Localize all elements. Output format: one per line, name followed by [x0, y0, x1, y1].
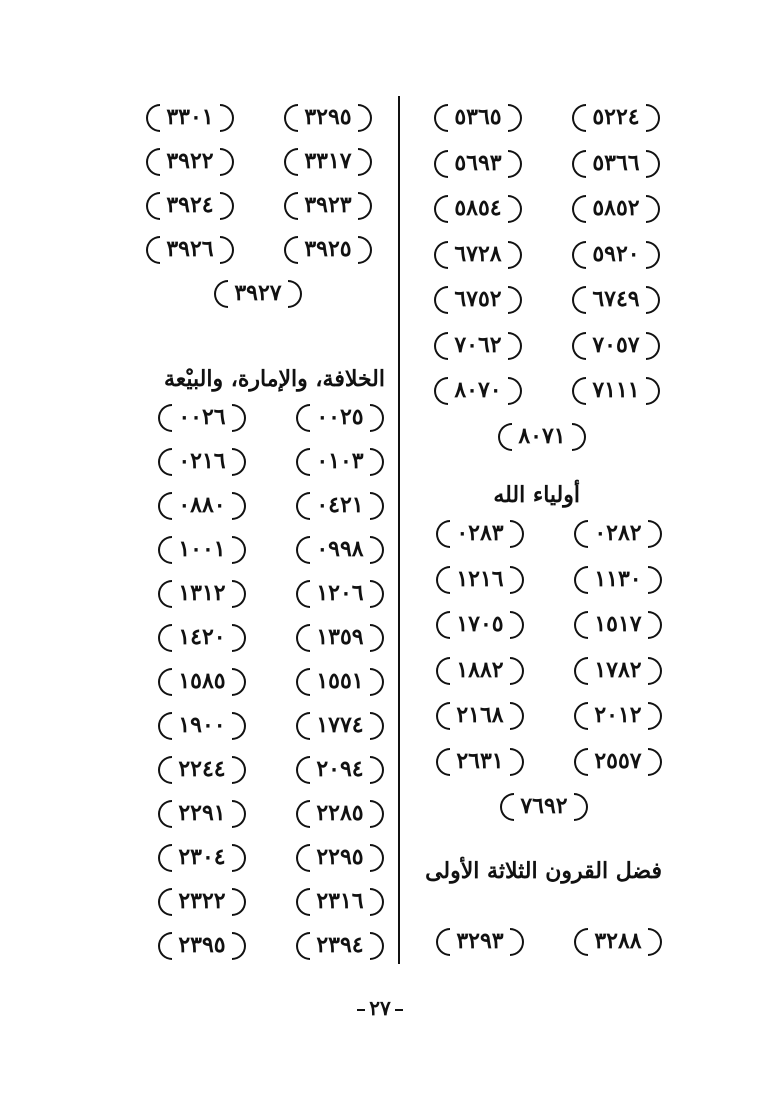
hadith-number: ٢٢٤٤ [158, 754, 246, 784]
column-divider [398, 96, 400, 964]
hadith-number: ١٧٧٤ [296, 710, 384, 740]
hadith-number: ٠٨٨٠ [158, 490, 246, 520]
hadith-number: ٣٩٢٢ [146, 146, 234, 176]
section-heading-awliya: أولياء الله [493, 482, 580, 508]
hadith-number: ١٠٠١ [158, 534, 246, 564]
hadith-number: ١٣٥٩ [296, 622, 384, 652]
hadith-number: ٦٧٢٨ [434, 239, 522, 269]
hadith-number: ٢٣٩٤ [296, 930, 384, 960]
hadith-number: ١٤٢٠ [158, 622, 246, 652]
hadith-number: ٠٢٨٢ [574, 518, 662, 548]
hadith-number: ٢٣٢٢ [158, 886, 246, 916]
hadith-number: ٧٠٥٧ [572, 330, 660, 360]
hadith-number: ٥٩٢٠ [572, 239, 660, 269]
hadith-number: ٧٠٦٢ [434, 330, 522, 360]
hadith-number: ٣٣٠١ [146, 102, 234, 132]
hadith-number: ٠٠٢٦ [158, 402, 246, 432]
hadith-number: ٢٢٩١ [158, 798, 246, 828]
hadith-number: ٢٦٣١ [436, 746, 524, 776]
hadith-number: ٣٢٩٥ [284, 102, 372, 132]
hadith-number: ٢٣٠٤ [158, 842, 246, 872]
hadith-number: ٠٢١٦ [158, 446, 246, 476]
hadith-number: ٦٧٤٩ [572, 284, 660, 314]
hadith-number: ١١٣٠ [574, 564, 662, 594]
hadith-number: ٥٨٥٢ [572, 193, 660, 223]
hadith-number: ٣٩٢٦ [146, 234, 234, 264]
hadith-number: ٢٢٨٥ [296, 798, 384, 828]
hadith-number: ٣٩٢٣ [284, 190, 372, 220]
section-heading-caliphate: الخلافة، والإمارة، والبيْعة [163, 366, 385, 392]
hadith-number: ٧٦٩٢ [500, 791, 588, 821]
hadith-number: ٧١١١ [572, 375, 660, 405]
hadith-number: ٥٣٦٥ [434, 102, 522, 132]
hadith-number: ١٨٨٢ [436, 655, 524, 685]
hadith-number: ١٩٠٠ [158, 710, 246, 740]
hadith-number: ٣٢٩٣ [436, 926, 524, 956]
hadith-number: ١٧٨٢ [574, 655, 662, 685]
hadith-number: ٣٢٨٨ [574, 926, 662, 956]
hadith-number: ١٥٥١ [296, 666, 384, 696]
hadith-number: ١٥١٧ [574, 609, 662, 639]
hadith-number: ٣٩٢٥ [284, 234, 372, 264]
hadith-number: ٢١٦٨ [436, 700, 524, 730]
hadith-number: ٨٠٧٠ [434, 375, 522, 405]
hadith-number: ٦٧٥٢ [434, 284, 522, 314]
hadith-number: ٠٤٢١ [296, 490, 384, 520]
hadith-number: ٢٣٩٥ [158, 930, 246, 960]
section-heading-first-generations: فضل القرون الثلاثة الأولى [425, 858, 662, 884]
hadith-number: ١٢١٦ [436, 564, 524, 594]
hadith-number: ٠٩٩٨ [296, 534, 384, 564]
hadith-number: ٠٠٢٥ [296, 402, 384, 432]
hadith-number: ٠٢٨٣ [436, 518, 524, 548]
hadith-number: ١٢٠٦ [296, 578, 384, 608]
hadith-number: ١٣١٢ [158, 578, 246, 608]
page-number: ٢٧ [330, 996, 430, 1020]
hadith-number: ٠١٠٣ [296, 446, 384, 476]
hadith-number: ١٥٨٥ [158, 666, 246, 696]
hadith-number: ٣٣١٧ [284, 146, 372, 176]
hadith-number: ٥٨٥٤ [434, 193, 522, 223]
hadith-number: ٥٦٩٣ [434, 148, 522, 178]
hadith-number: ٢٠٩٤ [296, 754, 384, 784]
hadith-number: ٣٩٢٧ [214, 278, 302, 308]
hadith-number: ٢٣١٦ [296, 886, 384, 916]
hadith-number: ٥٣٦٦ [572, 148, 660, 178]
hadith-number: ١٧٠٥ [436, 609, 524, 639]
hadith-number: ٥٢٢٤ [572, 102, 660, 132]
hadith-number: ٢٥٥٧ [574, 746, 662, 776]
hadith-number: ٣٩٢٤ [146, 190, 234, 220]
hadith-number: ٢٠١٢ [574, 700, 662, 730]
hadith-number: ٨٠٧١ [498, 421, 586, 451]
hadith-number: ٢٢٩٥ [296, 842, 384, 872]
